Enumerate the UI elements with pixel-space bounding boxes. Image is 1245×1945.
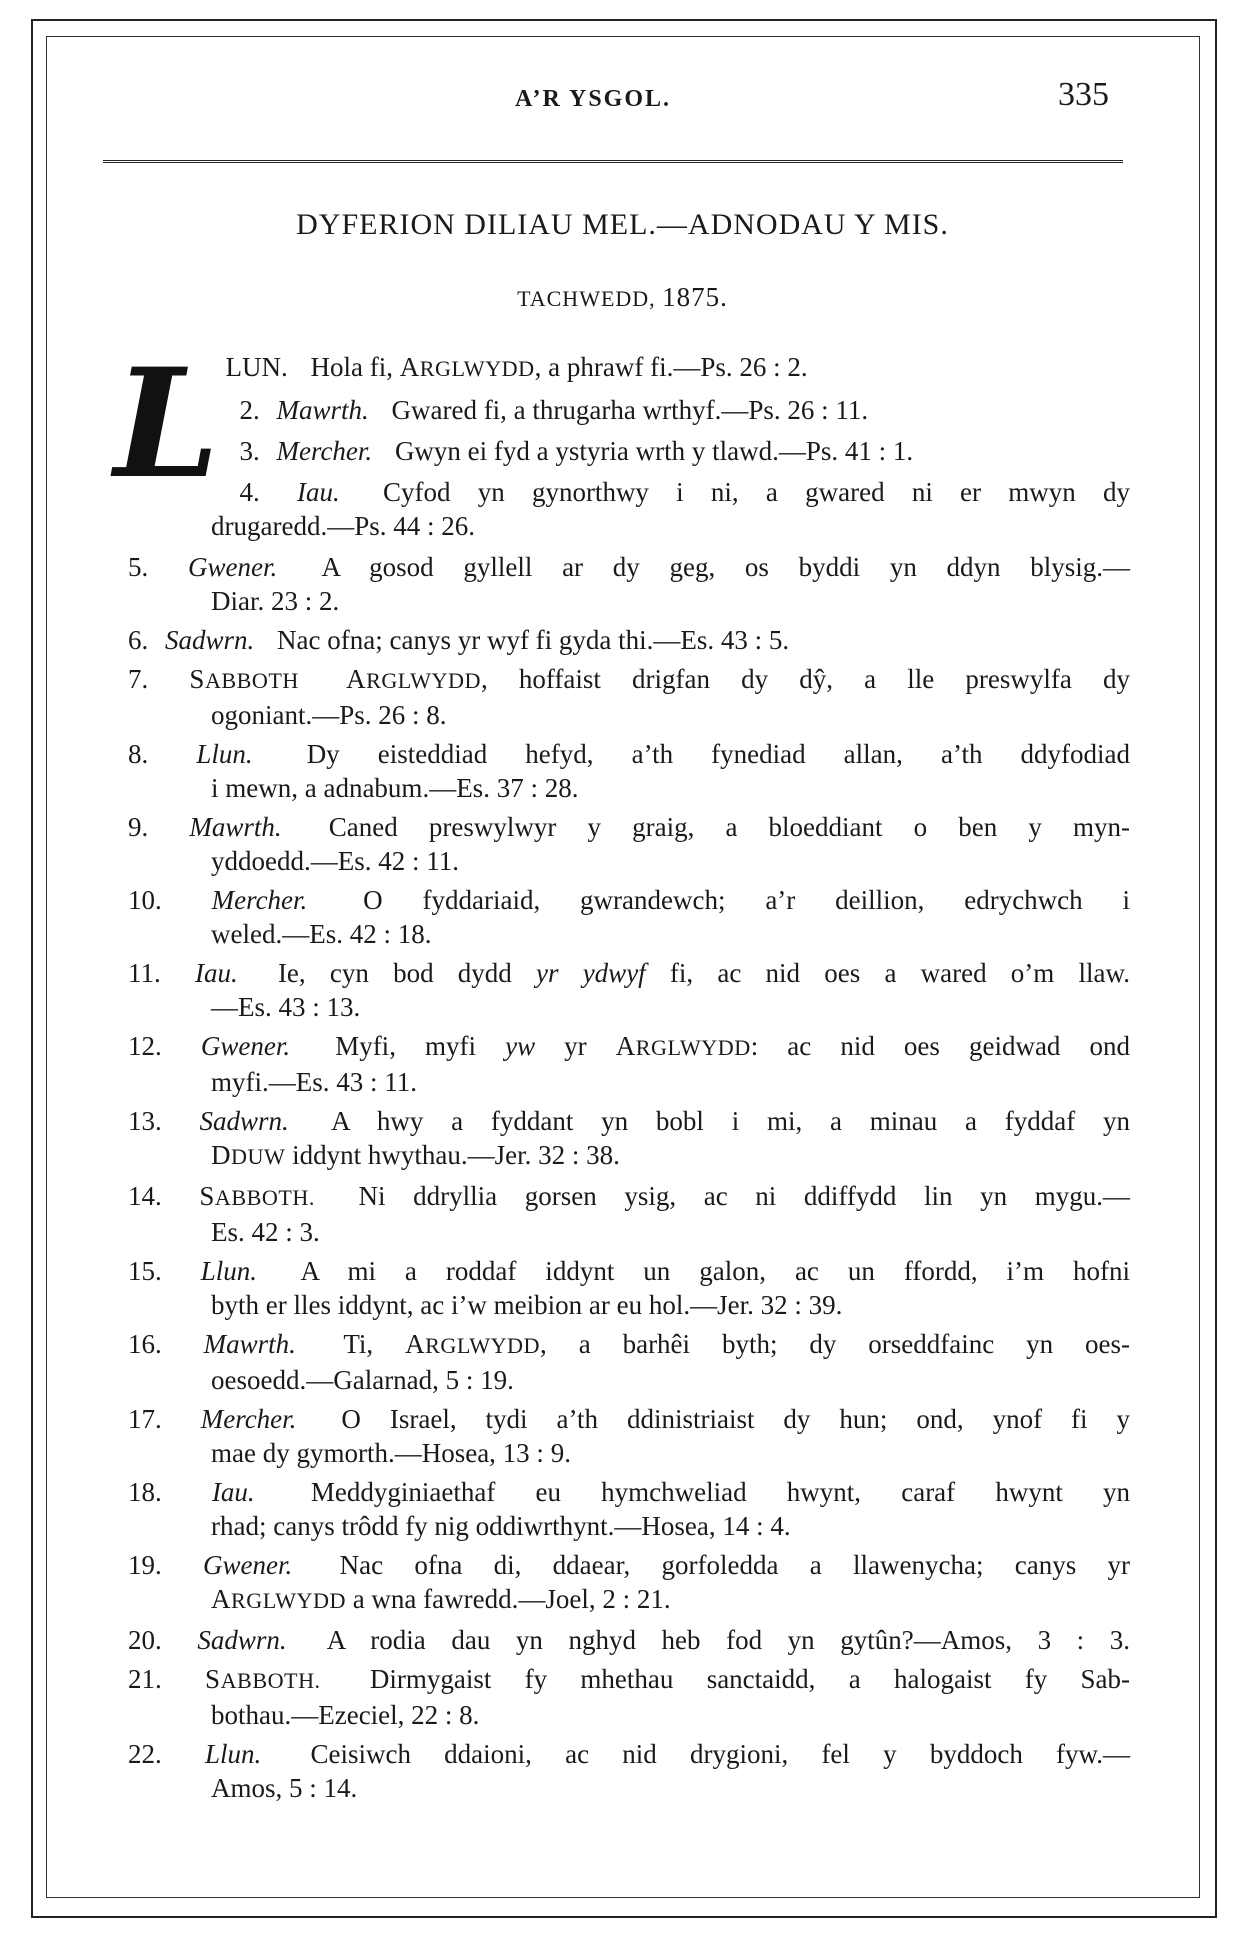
verse-text: iddynt hwythau.—Jer. 32 : 38. xyxy=(285,1140,620,1170)
verse-line-first xyxy=(128,475,1130,509)
verse-number: 9. xyxy=(128,812,149,842)
verse-number: 15. xyxy=(128,1256,162,1286)
verse-line-first xyxy=(128,1475,1130,1509)
verse-day: Iau. xyxy=(194,958,238,988)
verse-entry xyxy=(128,1475,1130,1543)
verse-line-first xyxy=(128,1623,1130,1657)
verse-text: : ac nid oes geidwad ond xyxy=(750,1031,1131,1061)
verse-line-first xyxy=(128,662,1130,698)
verse-number: 14. xyxy=(128,1181,162,1211)
verse-line-continuation xyxy=(128,1363,1130,1397)
verse-text: —Es. 43 : 13. xyxy=(211,992,361,1022)
verse-line-first xyxy=(128,1029,1130,1065)
verse-entry xyxy=(128,1548,1130,1618)
verse-day: Gwener. xyxy=(200,1031,291,1061)
verse-text: Ie, cyn bod dydd xyxy=(277,958,536,988)
verse-day: Llun. xyxy=(196,739,253,769)
verse-number: 6. xyxy=(128,625,149,655)
verse-number: 4. xyxy=(239,477,260,507)
verse-line-first xyxy=(128,956,1130,990)
verse-number: 10. xyxy=(128,885,162,915)
section-title: DYFERION DILIAU MEL.—ADNODAU Y MIS. xyxy=(296,208,949,241)
verse-line-continuation xyxy=(128,1288,1130,1322)
verse-entry xyxy=(128,350,1130,386)
verse-text: Es. 42 : 3. xyxy=(211,1217,320,1247)
verse-number: 16. xyxy=(128,1329,162,1359)
verse-text: O fyddariaid, gwrandewch; a’r deillion, edrychwch i xyxy=(363,885,1130,915)
verse-text: , a phrawf fi.—Ps. 26 : 2. xyxy=(534,352,808,382)
verse-entry xyxy=(128,1737,1130,1805)
verse-entry xyxy=(128,623,1130,657)
verse-line-first xyxy=(128,1402,1130,1436)
verse-line-continuation xyxy=(128,1509,1130,1543)
verse-text: Ceisiwch ddaioni, ac nid drygioni, fel y byddoch fyw.— xyxy=(310,1739,1131,1769)
verse-line-first xyxy=(128,1737,1130,1771)
verse-text: , hoffaist drigfan dy dŷ, a lle preswylfa dy xyxy=(481,664,1131,694)
verse-entry xyxy=(128,1623,1130,1657)
verse-entry xyxy=(128,1402,1130,1470)
verse-line-continuation xyxy=(128,698,1130,732)
verse-line-continuation xyxy=(128,1771,1130,1805)
verse-entry xyxy=(128,1104,1130,1174)
verse-text: , a barhêi byth; dy orseddfainc yn oes- xyxy=(540,1329,1131,1359)
verse-entry xyxy=(128,956,1130,1024)
verse-number: 19. xyxy=(128,1550,162,1580)
verse-entry xyxy=(128,662,1130,732)
verse-line-first xyxy=(128,350,1130,386)
verse-text: fi, ac nid oes a wared o’m llaw. xyxy=(645,958,1130,988)
verse-text: Nac ofna di, ddaear, gorfoledda a llawenycha; canys yr xyxy=(339,1550,1131,1580)
verse-day: Mercher. xyxy=(211,885,308,915)
verse-text-smallcaps: ARGLWYDD xyxy=(211,1584,346,1614)
running-head xyxy=(0,76,1245,116)
verse-text: yddoedd.—Es. 42 : 11. xyxy=(211,846,459,876)
verse-day: Mawrth. xyxy=(189,812,282,842)
verse-text-italic: yw xyxy=(505,1031,536,1061)
date-month: TACHWEDD, xyxy=(517,286,656,311)
verse-entry xyxy=(128,810,1130,878)
verse-entry xyxy=(128,550,1130,618)
header-rule xyxy=(103,160,1123,165)
verse-day: Sadwrn. xyxy=(165,625,255,655)
verse-day: Mawrth. xyxy=(276,395,369,425)
verse-number: 2. xyxy=(239,395,260,425)
verse-text: Gwyn ei fyd a ystyria wrth y tlawd.—Ps. 41 : 1. xyxy=(394,436,914,466)
verse-number: 7. xyxy=(128,664,149,694)
verse-number: 22. xyxy=(128,1739,162,1769)
verse-entry xyxy=(128,883,1130,951)
verse-text: rhad; canys trôdd fy nig oddiwrthynt.—Hosea, 14 : 4. xyxy=(211,1511,791,1541)
verse-day: Iau. xyxy=(211,1477,255,1507)
verse-day: Mercher. xyxy=(276,436,373,466)
verse-day: Llun. xyxy=(204,1739,262,1769)
verse-text: i mewn, a adnabum.—Es. 37 : 28. xyxy=(211,773,579,803)
verse-text: Amos, 5 : 14. xyxy=(211,1773,358,1803)
page-number: 335 xyxy=(1058,76,1109,113)
verse-text: Hola fi, xyxy=(310,352,400,382)
verse-line-first xyxy=(128,1104,1130,1138)
verse-number: 12. xyxy=(128,1031,162,1061)
verse-number: 13. xyxy=(128,1106,162,1136)
verse-text: Meddyginiaethaf eu hymchweliad hwynt, caraf hwynt yn xyxy=(310,1477,1131,1507)
verse-text: Ti, xyxy=(343,1329,406,1359)
verse-text: weled.—Es. 42 : 18. xyxy=(211,919,432,949)
verse-text: Myfi, myfi xyxy=(335,1031,506,1061)
verse-text: drugaredd.—Ps. 44 : 26. xyxy=(211,511,475,541)
verse-line-first xyxy=(128,737,1130,771)
verse-number: 17. xyxy=(128,1404,162,1434)
verse-text-smallcaps: ARGLWYDD xyxy=(346,664,481,694)
verse-entry xyxy=(128,1327,1130,1397)
verse-text: myfi.—Es. 43 : 11. xyxy=(211,1067,417,1097)
verse-line-first xyxy=(128,1179,1130,1215)
verse-text-smallcaps: DDUW xyxy=(211,1140,286,1170)
verse-line-continuation xyxy=(128,771,1130,805)
verse-text: bothau.—Ezeciel, 22 : 8. xyxy=(211,1700,480,1730)
verse-number: 20. xyxy=(128,1625,162,1655)
verse-entry xyxy=(128,393,1130,427)
verse-entry xyxy=(128,475,1130,543)
verse-day: Sadwrn. xyxy=(199,1106,289,1136)
verse-text: Dirmygaist fy mhethau sanctaidd, a halogaist fy Sab- xyxy=(369,1664,1131,1694)
verse-line-first xyxy=(128,883,1130,917)
verse-line-continuation xyxy=(128,1436,1130,1470)
verse-day: Sadwrn. xyxy=(197,1625,287,1655)
verse-text: Ni ddryllia gorsen ysig, ac ni ddiffydd lin yn mygu.— xyxy=(358,1181,1131,1211)
verse-text: A mi a roddaf iddynt un galon, ac un ffordd, i’m hofni xyxy=(300,1256,1131,1286)
verse-day: SABBOTH. xyxy=(205,1664,321,1694)
verse-text: byth er lles iddynt, ac i’w meibion ar eu hol.—Jer. 32 : 39. xyxy=(211,1290,843,1320)
verse-number: 8. xyxy=(128,739,149,769)
verse-entry xyxy=(128,1179,1130,1249)
verse-line-continuation xyxy=(128,509,1130,543)
verse-text: A rodia dau yn nghyd heb fod yn gytûn?—Amos, 3 : 3. xyxy=(326,1625,1130,1655)
verse-text: Caned preswylwyr y graig, a bloeddiant o ben y myn- xyxy=(328,812,1130,842)
verse-day: Mercher. xyxy=(200,1404,297,1434)
verse-day: SABBOTH. xyxy=(199,1181,315,1211)
verse-text: yr xyxy=(535,1031,616,1061)
verse-day: Llun. xyxy=(200,1256,257,1286)
verse-line-first xyxy=(128,393,1130,427)
verse-number: 3. xyxy=(239,436,260,466)
verse-line-continuation xyxy=(128,1215,1130,1249)
verse-day: Iau. xyxy=(296,477,340,507)
verse-day: Gwener. xyxy=(203,1550,293,1580)
verse-number: 18. xyxy=(128,1477,162,1507)
verse-line-continuation xyxy=(128,584,1130,618)
verse-line-continuation xyxy=(128,1065,1130,1099)
verse-text: Gwared fi, a thrugarha wrthyf.—Ps. 26 : 11. xyxy=(391,395,869,425)
verse-text: oesoedd.—Galarnad, 5 : 19. xyxy=(211,1365,514,1395)
verse-text: ogoniant.—Ps. 26 : 8. xyxy=(211,700,447,730)
running-title: A’R YSGOL. xyxy=(515,86,672,112)
drop-cap: L xyxy=(114,336,220,512)
verse-text: a wna fawredd.—Joel, 2 : 21. xyxy=(345,1584,671,1614)
verse-text: O Israel, tydi a’th ddinistriaist dy hun; ond, ynof fi y xyxy=(341,1404,1131,1434)
verse-text: mae dy gymorth.—Hosea, 13 : 9. xyxy=(211,1438,571,1468)
verse-line-continuation xyxy=(128,1698,1130,1732)
verse-entry xyxy=(128,434,1130,468)
verse-text: A hwy a fyddant yn bobl i mi, a minau a fyddaf yn xyxy=(331,1106,1131,1136)
verse-line-first xyxy=(128,434,1130,468)
verse-line-first xyxy=(128,550,1130,584)
verse-number: 11. xyxy=(128,958,161,988)
verse-entry xyxy=(128,1662,1130,1732)
verse-text: Cyfod yn gynorthwy i ni, a gwared ni er mwyn dy xyxy=(382,477,1131,507)
section-date xyxy=(0,282,1245,313)
verse-text: Dy eisteddiad hefyd, a’th fynediad allan, a’th ddyfodiad xyxy=(306,739,1131,769)
verse-line-first xyxy=(128,623,1130,657)
verse-list xyxy=(114,336,1131,1810)
verse-day: Gwener. xyxy=(187,552,278,582)
verse-entry xyxy=(128,1254,1130,1322)
verse-text: Diar. 23 : 2. xyxy=(211,586,340,616)
verse-entry xyxy=(128,1029,1130,1099)
verse-line-continuation xyxy=(128,844,1130,878)
verse-line-first xyxy=(128,1327,1130,1363)
verse-line-continuation xyxy=(128,917,1130,951)
verse-text-smallcaps: ARGLWYDD xyxy=(615,1031,751,1061)
verse-line-continuation xyxy=(128,990,1130,1024)
verse-line-continuation xyxy=(128,1582,1130,1618)
verse-text: Nac ofna; canys yr wyf fi gyda thi.—Es. 43 : 5. xyxy=(277,625,790,655)
date-year: 1875. xyxy=(662,282,728,312)
verse-text-smallcaps: ARGLWYDD xyxy=(399,352,535,382)
verse-day: SABBOTH xyxy=(189,664,299,694)
verse-text-italic: yr ydwyf xyxy=(536,958,646,988)
verse-line-first xyxy=(128,1548,1130,1582)
verse-day: LUN. xyxy=(225,352,288,382)
verse-line-continuation xyxy=(128,1138,1130,1174)
verse-text: A gosod gyllell ar dy geg, os byddi yn ddyn blysig.— xyxy=(321,552,1131,582)
verse-number: 21. xyxy=(128,1664,162,1694)
verse-entry xyxy=(128,737,1130,805)
verse-line-first xyxy=(128,1254,1130,1288)
verse-day: Mawrth. xyxy=(203,1329,296,1359)
verse-number: 5. xyxy=(128,552,149,582)
verse-line-first xyxy=(128,1662,1130,1698)
verse-line-first xyxy=(128,810,1130,844)
verse-text-smallcaps: ARGLWYDD xyxy=(405,1329,541,1359)
